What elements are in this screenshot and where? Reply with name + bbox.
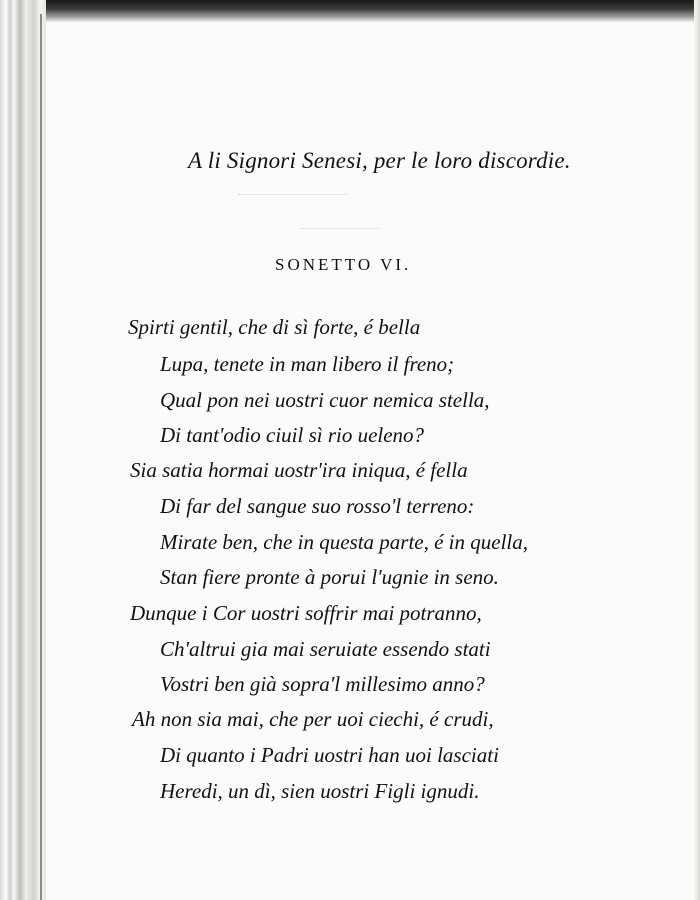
poem-line-4: Di tant'odio ciuil sì rio ueleno?: [160, 423, 425, 447]
poem-line-11: Vostri ben già sopra'l millesimo anno?: [160, 672, 485, 696]
sonnet-title: SONETTO VI.: [275, 255, 412, 274]
poem-line-6: Di far del sangue suo rosso'l terreno:: [160, 494, 475, 518]
poem-line-8: Stan fiere pronte à porui l'ugnie in seno.: [160, 565, 499, 589]
poem-line-5: Sia satia hormai uostr'ira iniqua, é fella: [130, 458, 468, 482]
poem-line-13: Di quanto i Padri uostri han uoi lasciati: [160, 743, 499, 767]
scan-top-edge: [0, 0, 700, 22]
poem-line-1: Spirti gentil, che di sì forte, é bella: [128, 315, 421, 339]
show-through-mark: [238, 194, 348, 196]
poem-line-14: Heredi, un dì, sien uostri Figli ignudi.: [160, 779, 480, 803]
poem-line-9: Dunque i Cor uostri soffrir mai potranno,: [130, 601, 482, 625]
poem-line-2: Lupa, tenete in man libero il freno;: [160, 352, 455, 376]
poem-line-3: Qual pon nei uostri cuor nemica stella,: [160, 388, 490, 412]
page-right-edge: [694, 0, 700, 900]
poem-line-10: Ch'altrui gia mai seruiate essendo stati: [160, 637, 491, 661]
show-through-mark: [300, 228, 380, 230]
poem-heading: A li Signori Senesi, per le loro discordie.: [188, 148, 571, 173]
book-binding: [0, 0, 46, 900]
poem-line-12: Ah non sia mai, che per uoi ciechi, é crudi,: [132, 707, 494, 731]
poem-line-7: Mirate ben, che in questa parte, é in quella,: [160, 530, 529, 554]
